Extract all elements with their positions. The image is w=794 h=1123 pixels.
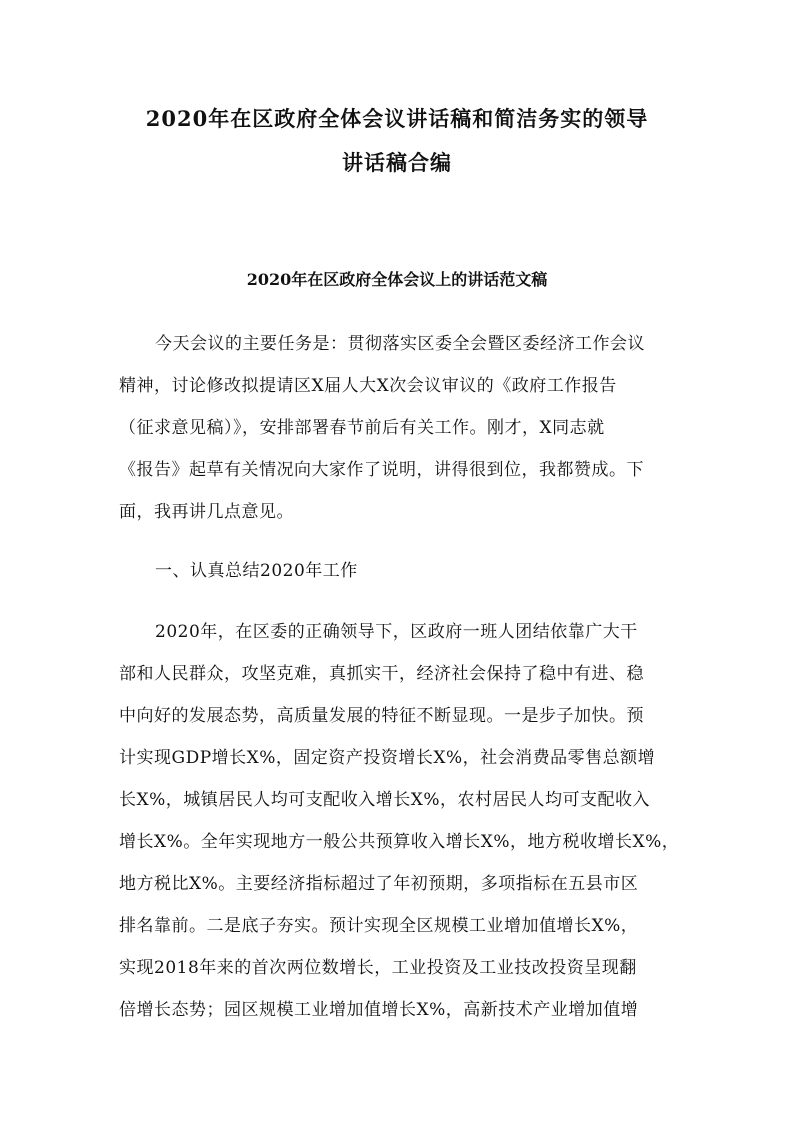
paragraph-line: 2020年，在区委的正确领导下，区政府一班人团结依靠广大干 [155, 622, 638, 642]
section-title: 2020年在区政府全体会议上的讲话范文稿 [246, 270, 548, 289]
paragraph-line: 《报告》起草有关情况向大家作了说明，讲得很到位，我都赞成。下 [119, 460, 644, 480]
document-title-line-2: 讲话稿合编 [342, 150, 452, 175]
heading-1: 一、认真总结2020年工作 [155, 561, 358, 581]
paragraph-line: 精神，讨论修改拟提请区X届人大X次会议审议的《政府工作报告 [119, 376, 617, 396]
paragraph-line: 增长X%。全年实现地方一般公共预算收入增长X%，地方税收增长X%， [119, 832, 680, 852]
paragraph-line: 倍增长态势；园区规模工业增加值增长X%，高新技术产业增加值增 [119, 1000, 639, 1020]
paragraph-line: 今天会议的主要任务是：贯彻落实区委全会暨区委经济工作会议 [155, 334, 645, 354]
paragraph-line: 长X%，城镇居民人均可支配收入增长X%，农村居民人均可支配收入 [119, 790, 651, 810]
paragraph-line: 中向好的发展态势，高质量发展的特征不断显现。一是步子加快。预 [119, 706, 644, 726]
paragraph-line: 实现2018年来的首次两位数增长，工业投资及工业技改投资呈现翻 [119, 958, 637, 978]
paragraph-line: 排名靠前。二是底子夯实。预计实现全区规模工业增加值增长X%， [119, 916, 639, 936]
paragraph-line: 地方税比X%。主要经济指标超过了年初预期，多项指标在五县市区 [119, 874, 639, 894]
paragraph-line: 面，我再讲几点意见。 [119, 502, 294, 522]
document-title-line-1: 2020年在区政府全体会议讲话稿和简洁务实的领导 [145, 106, 649, 131]
paragraph-line: 部和人民群众，攻坚克难，真抓实干，经济社会保持了稳中有进、稳 [119, 664, 644, 684]
paragraph-line: 计实现GDP增长X%，固定资产投资增长X%，社会消费品零售总额增 [119, 748, 656, 768]
paragraph-line: （征求意见稿）》，安排部署春节前后有关工作。刚才，X同志就 [119, 418, 605, 438]
